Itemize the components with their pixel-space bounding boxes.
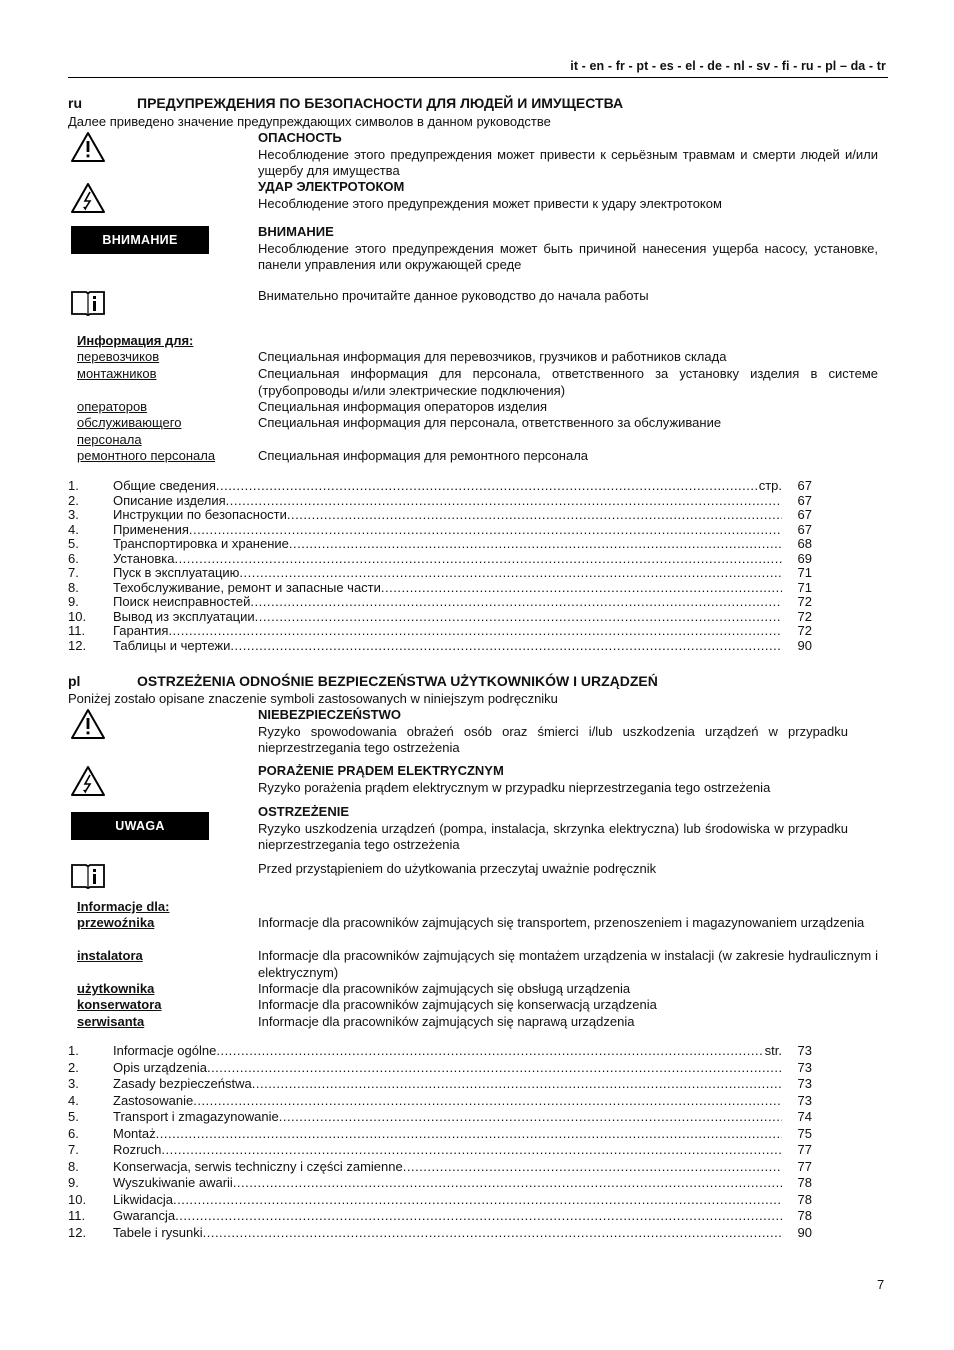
toc-row	[68, 1060, 812, 1077]
role-desc: Специальная информация для перевозчиков, грузчиков и работников склада	[258, 349, 727, 364]
toc-row	[68, 1175, 812, 1192]
toc-leader	[174, 552, 782, 567]
toc-ru	[68, 479, 812, 653]
toc-number: 8.	[68, 1158, 79, 1174]
symbol-manual-ru	[258, 288, 878, 305]
section-code-ru: ru	[68, 95, 82, 111]
toc-page: 72	[797, 594, 812, 609]
toc-label: Likwidacja	[113, 1191, 173, 1207]
toc-page: 90	[797, 637, 812, 653]
toc-label: Поиск неисправностей	[113, 594, 251, 609]
symbol-heading: PORAŻENIE PRĄDEM ELEKTRYCZNYM	[258, 763, 504, 778]
section-code-pl: pl	[68, 673, 81, 689]
toc-leader	[289, 537, 782, 552]
toc-number: 7.	[68, 1142, 79, 1157]
toc-number: 5.	[68, 536, 79, 551]
symbol-heading: OSTRZEŻENIE	[258, 804, 350, 819]
symbol-heading: УДАР ЭЛЕКТРОТОКОМ	[258, 179, 405, 194]
role-label: обслуживающего персонала	[77, 415, 182, 447]
toc-label: Вывод из эксплуатации	[113, 608, 255, 624]
caution-badge: ВНИМАНИЕ	[71, 226, 209, 254]
toc-page: 78	[797, 1208, 812, 1223]
toc-number: 7.	[68, 565, 79, 580]
symbol-text: Несоблюдение этого предупреждения может привести к серьёзным травмам и смерти людей и/или ущербу для имущества	[258, 146, 878, 178]
symbol-text: Ryzyko uszkodzenia urządzeń (pompa, instalacja, skrzynka elektryczna) lub środowiska w przypadku nieprzestrzegania tego ostrzeżenia	[258, 820, 848, 852]
toc-row	[68, 537, 812, 552]
toc-label: Гарантия	[113, 623, 169, 638]
toc-row	[68, 552, 812, 567]
electric-shock-icon	[70, 765, 106, 797]
symbol-text: Внимательно прочитайте данное руководство до начала работы	[258, 288, 649, 303]
page-number: 7	[877, 1277, 885, 1292]
toc-label: Установка	[113, 550, 175, 566]
symbol-caution-pl	[258, 804, 878, 854]
toc-row	[68, 639, 812, 654]
toc-page: 78	[797, 1175, 812, 1190]
toc-number: 10.	[68, 1191, 87, 1207]
toc-number: 12.	[68, 637, 87, 653]
toc-label: Пуск в эксплуатацию	[113, 565, 240, 580]
symbol-text: Несоблюдение этого предупреждения может быть причиной нанесения ущерба насосу, установке, панели управления или окружающей среде	[258, 240, 878, 272]
toc-label: Transport i zmagazynowanie	[113, 1109, 279, 1124]
toc-number: 12.	[68, 1224, 87, 1240]
header-rule	[68, 77, 888, 78]
toc-label: Техобслуживание, ремонт и запасные части	[113, 579, 381, 595]
symbol-caution-ru	[258, 224, 878, 274]
toc-page: 67	[797, 478, 812, 493]
toc-leader	[252, 1076, 782, 1093]
toc-leader	[173, 1192, 782, 1209]
toc-number: 6.	[68, 550, 79, 566]
toc-row	[68, 1192, 812, 1209]
toc-label: Informacje ogólne	[113, 1043, 217, 1058]
role-label: użytkownika	[77, 981, 155, 996]
toc-number: 3.	[68, 1076, 79, 1091]
role-desc: Специальная информация для персонала, ответственного за установку изделия в системе (трубопроводы и/или электрические подключения)	[258, 366, 878, 398]
toc-row	[68, 624, 812, 639]
toc-row	[68, 479, 812, 494]
toc-label: Wyszukiwanie awarii	[113, 1175, 233, 1190]
role-desc: Специальная информация операторов изделия	[258, 399, 548, 414]
symbol-text: Przed przystąpieniem do użytkowania przeczytaj uważnie podręcznik	[258, 861, 657, 876]
role-desc: Informacje dla pracowników zajmujących się konserwacją urządzenia	[258, 997, 657, 1012]
toc-number: 4.	[68, 1092, 79, 1108]
role-desc: Специальная информация для персонала, ответственного за обслуживание	[258, 415, 722, 430]
toc-page: 75	[797, 1125, 812, 1141]
toc-page: 71	[797, 579, 812, 595]
toc-leader	[189, 523, 782, 538]
toc-label: Konserwacja, serwis techniczny i części zamienne	[113, 1158, 403, 1174]
toc-row	[68, 508, 812, 523]
toc-leader	[403, 1159, 782, 1176]
toc-leader	[381, 581, 782, 596]
symbol-shock-pl	[258, 763, 878, 796]
toc-leader	[216, 1043, 762, 1060]
role-label: konserwatora	[77, 997, 162, 1012]
toc-number: 6.	[68, 1125, 79, 1141]
toc-leader	[156, 1126, 782, 1143]
toc-page: 71	[797, 565, 812, 580]
toc-page: 68	[797, 536, 812, 551]
toc-number: 9.	[68, 1175, 79, 1190]
toc-row	[68, 1159, 812, 1176]
role-desc: Informacje dla pracowników zajmujących się obsługą urządzenia	[258, 981, 631, 996]
toc-leader	[203, 1225, 782, 1242]
symbol-heading: NIEBEZPIECZEŃSTWO	[258, 707, 402, 722]
toc-label: Общие сведения	[113, 478, 216, 493]
toc-label: Применения	[113, 521, 189, 537]
toc-page-prefix: стр.	[758, 478, 782, 493]
toc-number: 1.	[68, 1043, 79, 1058]
toc-row	[68, 566, 812, 581]
section-title-pl: OSTRZEŻENIA ODNOŚNIE BEZPIECZEŃSTWA UŻYTKOWNIKÓW I URZĄDZEŃ	[137, 673, 658, 689]
toc-number: 11.	[68, 623, 86, 638]
toc-label: Gwarancja	[113, 1208, 176, 1223]
toc-leader	[279, 1109, 782, 1126]
toc-row	[68, 595, 812, 610]
symbol-danger-ru	[258, 130, 878, 180]
toc-leader	[175, 1208, 782, 1225]
role-label: przewoźnika	[77, 915, 155, 930]
toc-leader	[233, 1175, 782, 1192]
toc-label: Tabele i rysunki	[113, 1224, 203, 1240]
toc-row	[68, 1076, 812, 1093]
symbol-text: Ryzyko porażenia prądem elektrycznym w przypadku nieprzestrzegania tego ostrzeżenia	[258, 779, 771, 795]
toc-page: 69	[797, 550, 812, 566]
toc-label: Транспортировка и хранение	[113, 536, 289, 551]
toc-page: 72	[797, 623, 812, 638]
symbol-text: Ryzyko spowodowania obrażeń osób oraz śmierci i/lub uszkodzenia urządzeń w przypadku nieprzestrzegania tego ostrzeżenia	[258, 723, 848, 755]
toc-number: 4.	[68, 521, 79, 537]
role-label: операторов	[77, 399, 148, 414]
read-manual-icon	[70, 289, 106, 317]
symbol-text: Несоблюдение этого предупреждения может привести к удару электротоком	[258, 195, 722, 211]
role-desc: Informacje dla pracowników zajmujących się montażem urządzenia w instalacji (w zakresie hydraulicznym i elektrycznym)	[258, 948, 878, 980]
toc-row	[68, 1208, 812, 1225]
toc-page: 67	[797, 492, 812, 508]
toc-leader	[216, 479, 757, 494]
toc-row	[68, 1126, 812, 1143]
caution-badge: UWAGA	[71, 812, 209, 840]
toc-page: 77	[797, 1158, 812, 1174]
symbol-danger-pl	[258, 707, 878, 757]
toc-page: 73	[797, 1092, 812, 1108]
toc-page: 73	[797, 1059, 812, 1075]
toc-page: 72	[797, 608, 812, 624]
toc-number: 9.	[68, 594, 79, 609]
toc-label: Таблицы и чертежи	[113, 637, 231, 653]
toc-page: 77	[797, 1142, 812, 1157]
role-label: ремонтного персонала	[77, 448, 216, 463]
role-desc: Informacje dla pracowników zajmujących się naprawą urządzenia	[258, 1014, 635, 1029]
toc-page: 73	[797, 1043, 812, 1058]
read-manual-icon	[70, 862, 106, 890]
toc-pl	[68, 1043, 812, 1241]
toc-number: 10.	[68, 608, 87, 624]
toc-row	[68, 494, 812, 509]
toc-label: Инструкции по безопасности	[113, 507, 287, 522]
toc-leader	[230, 639, 782, 654]
toc-label: Zasady bezpieczeństwa	[113, 1076, 252, 1091]
toc-leader	[207, 1060, 782, 1077]
toc-leader	[226, 494, 782, 509]
language-list: it - en - fr - pt - es - el - de - nl - sv - fi - ru - pl – da - tr	[570, 59, 886, 73]
symbol-heading: ОПАСНОСТЬ	[258, 130, 342, 145]
role-desc: Informacje dla pracowników zajmujących się transportem, przenoszeniem i magazynowaniem urządzenia	[258, 915, 865, 930]
warning-triangle-icon	[70, 708, 106, 740]
toc-page: 67	[797, 521, 812, 537]
toc-page: 67	[797, 507, 812, 522]
toc-leader	[255, 610, 782, 625]
section-title-ru: ПРЕДУПРЕЖДЕНИЯ ПО БЕЗОПАСНОСТИ ДЛЯ ЛЮДЕЙ И ИМУЩЕСТВА	[137, 95, 624, 111]
toc-row	[68, 1142, 812, 1159]
toc-number: 2.	[68, 492, 79, 508]
toc-row	[68, 610, 812, 625]
toc-page-prefix: str.	[764, 1043, 782, 1058]
toc-page: 74	[797, 1109, 812, 1124]
toc-leader	[239, 566, 782, 581]
toc-row	[68, 1043, 812, 1060]
symbol-heading: ВНИМАНИЕ	[258, 224, 334, 239]
toc-number: 11.	[68, 1208, 86, 1223]
toc-row	[68, 523, 812, 538]
toc-leader	[250, 595, 782, 610]
section-intro-pl: Poniżej zostało opisane znaczenie symboli zastosowanych w niniejszym podręczniku	[68, 691, 558, 706]
toc-page: 73	[797, 1076, 812, 1091]
toc-number: 5.	[68, 1109, 79, 1124]
toc-number: 2.	[68, 1059, 79, 1075]
electric-shock-icon	[70, 182, 106, 214]
toc-row	[68, 1093, 812, 1110]
toc-label: Montaż	[113, 1125, 156, 1141]
role-desc: Специальная информация для ремонтного персонала	[258, 448, 589, 463]
symbol-shock-ru	[258, 179, 878, 212]
toc-row	[68, 581, 812, 596]
info-heading-ru: Информация для:	[77, 333, 194, 348]
toc-label: Opis urządzenia	[113, 1059, 207, 1075]
toc-label: Zastosowanie	[113, 1092, 194, 1108]
role-label: serwisanta	[77, 1014, 145, 1029]
section-intro-ru: Далее приведено значение предупреждающих символов в данном руководстве	[68, 114, 551, 129]
toc-leader	[287, 508, 782, 523]
role-label: перевозчиков	[77, 349, 160, 364]
toc-row	[68, 1225, 812, 1242]
toc-label: Описание изделия	[113, 492, 226, 508]
toc-label: Rozruch	[113, 1142, 162, 1157]
toc-row	[68, 1109, 812, 1126]
toc-number: 8.	[68, 579, 79, 595]
role-label: instalatora	[77, 948, 143, 963]
symbol-manual-pl	[258, 861, 878, 878]
info-heading-pl: Informacje dla:	[77, 899, 170, 914]
toc-page: 90	[797, 1224, 812, 1240]
toc-leader	[161, 1142, 782, 1159]
role-label: монтажников	[77, 366, 157, 381]
toc-leader	[193, 1093, 782, 1110]
warning-triangle-icon	[70, 131, 106, 163]
toc-number: 3.	[68, 507, 79, 522]
toc-page: 78	[797, 1191, 812, 1207]
toc-leader	[168, 624, 782, 639]
toc-number: 1.	[68, 478, 79, 493]
